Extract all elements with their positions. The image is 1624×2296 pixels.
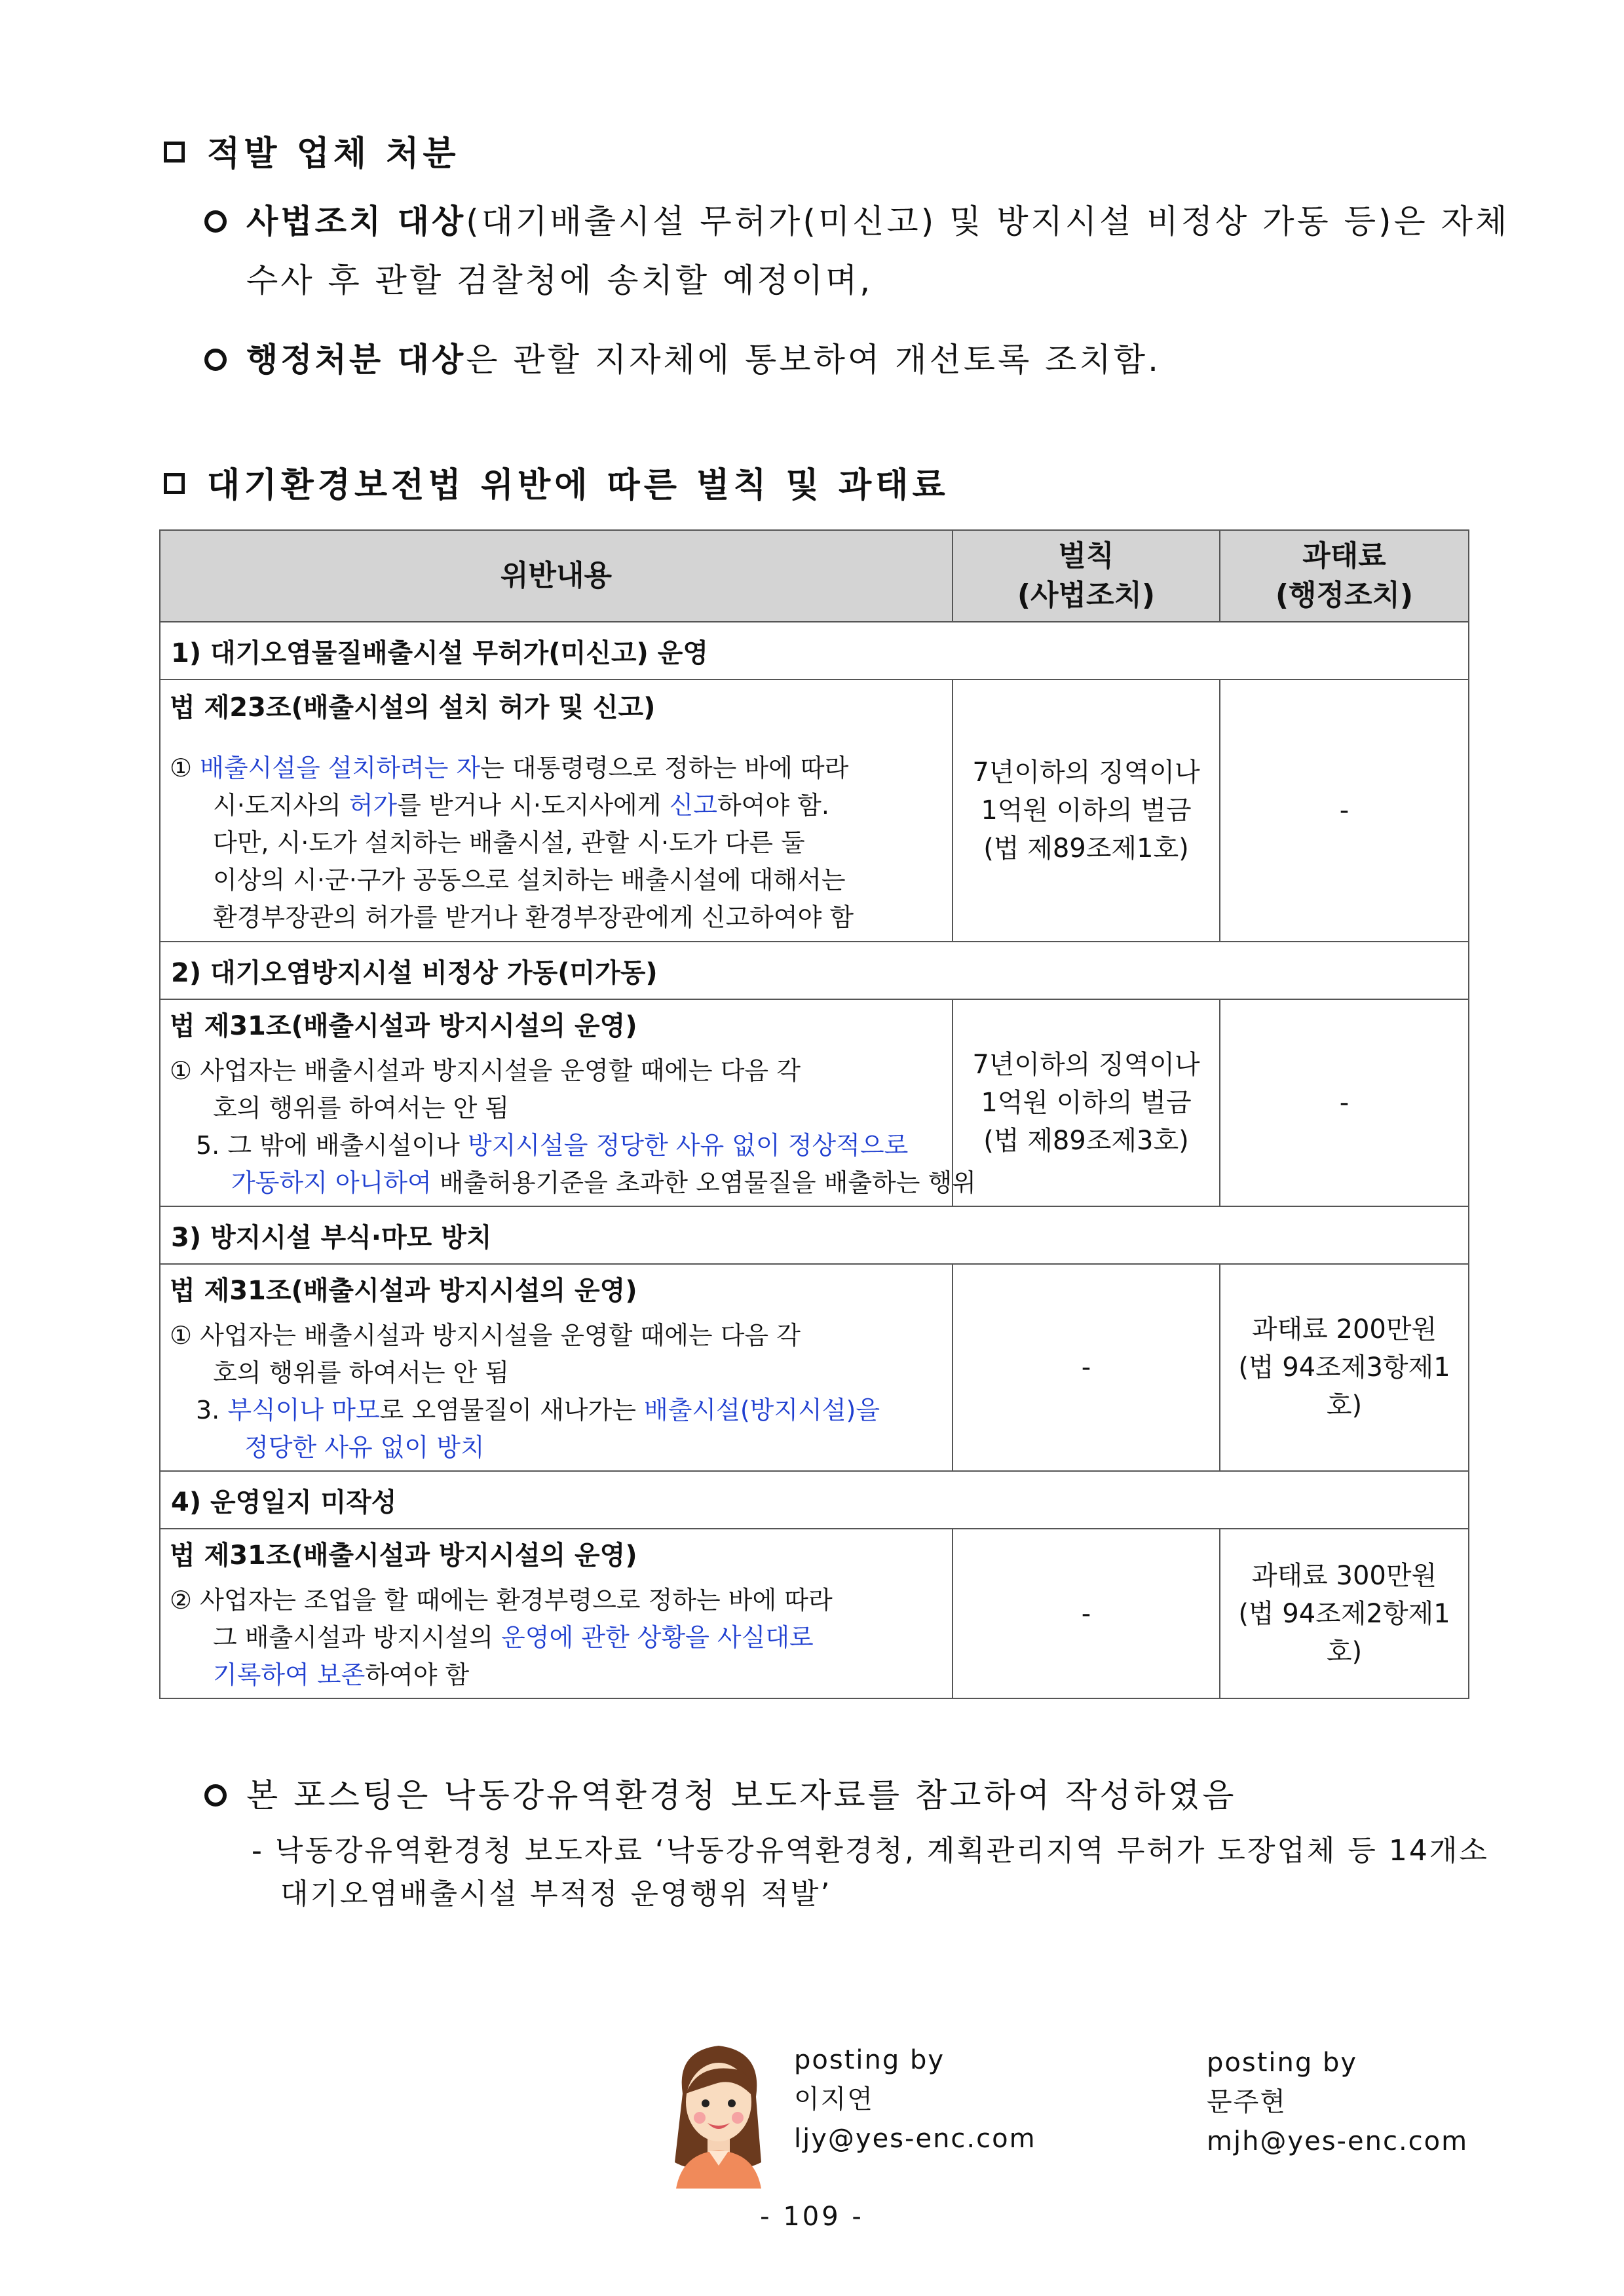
clause-text: 정당한 사유 없이 방치 [244,1433,485,1462]
section1-item2 [204,330,1161,389]
author-2-email: mjh@yes-enc.com [1207,2126,1469,2156]
author-2 [1207,2043,1468,2161]
clause-text: 3. [196,1396,228,1425]
clause-text: 신고 [669,790,717,820]
fine-cell [1220,679,1469,942]
circle-bullet-icon [204,349,227,371]
fine-line: (법 94조제2항제1호) [1238,1598,1450,1667]
clause-text: 배출시설을 설치하려는 자 [200,753,481,782]
section1-title: 적발 업체 처분 [207,134,460,174]
section2-heading [164,457,949,507]
section-heading: 2) 대기오염방지시설 비정상 가동(미가동) [160,942,1469,999]
clause-text: 배출허용기준을 초과한 오염물질을 배출하는 행위 [431,1168,977,1197]
author-1-email: ljy@yes-enc.com [794,2124,1036,2154]
penalty-cell [953,999,1220,1206]
clause-text: 운영에 관한 상황을 사실대로 [501,1623,814,1652]
clause-text: ① [170,753,200,782]
violation-content [160,1529,953,1698]
clause-text: 부식이나 마모 [227,1396,380,1425]
law-article: 법 제23조(배출시설의 설치 허가 및 신고) [170,692,656,723]
penalty-line: - [1081,1598,1091,1629]
clause-text: 호의 행위를 하여서는 안 됨 [213,1094,510,1122]
section-row [160,942,1469,999]
clause-line [170,1619,943,1656]
penalty-line: (법 제89조제3호) [983,1126,1189,1156]
clause-text: 이상의 시·군·구가 공동으로 설치하는 배출시설에 대해서는 [213,865,846,894]
penalty-line: - [1081,1352,1091,1383]
clause-text: 를 받거나 시·도지사에게 [397,790,670,820]
author-2-name: 문주현 [1207,2087,1287,2117]
law-article: 법 제31조(배출시설과 방지시설의 운영) [170,1276,637,1306]
violation-content [160,999,977,1206]
penalty-cell [953,1529,1220,1698]
author-1-label: posting by [794,2045,945,2075]
table-body [160,622,1469,1698]
penalty-table [159,529,1469,1699]
section-heading: 1) 대기오염물질배출시설 무허가(미신고) 운영 [160,622,1469,679]
clause-line [170,750,943,787]
penalty-line: (법 제89조제1호) [983,833,1189,864]
clause-text: 기록하여 보존 [213,1660,366,1689]
clause-text: 방지시설을 정당한 사유 없이 정상적으로 [467,1131,909,1160]
note [204,1766,1237,1825]
penalty-cell [953,679,1220,942]
author-1-name: 이지연 [794,2084,874,2114]
fine-line: (법 94조제3항제1호) [1238,1352,1450,1421]
penalty-line: 1억원 이하의 벌금 [981,795,1192,826]
clause-text: 는 대통령령으로 정하는 바에 따라 [480,753,849,782]
checkbox-square-icon [164,473,185,494]
fine-cell [1220,999,1469,1206]
clause-line [170,1429,943,1466]
clause-line [170,862,943,899]
fine-line: 과태료 200만원 [1251,1314,1437,1345]
circle-bullet-icon [204,210,227,233]
fine-cell [1220,1264,1469,1471]
clause-text: 가동하지 아니하여 [231,1168,432,1197]
section1-heading [164,126,460,175]
clause-line [170,1582,943,1619]
clause-line [170,1317,943,1354]
clause-line [170,1656,943,1694]
fine-line: - [1339,1088,1350,1118]
violation-content [160,679,953,942]
clause-text: 시·도지사의 [213,790,349,820]
section-heading: 3) 방지시설 부식·마모 방치 [160,1206,1469,1264]
section-row [160,622,1469,679]
note-text: 본 포스팅은 낙동강유역환경청 보도자료를 참고하여 작성하였음 [246,1776,1237,1814]
note-sub [252,1829,1489,1916]
page-number: - 109 - [760,2202,864,2232]
clause-text: 환경부장관의 허가를 받거나 환경부장관에게 신고하여야 함 [213,902,854,932]
clause-text: 다만, 시·도가 설치하는 배출시설, 관할 시·도가 다른 둘 [213,828,805,857]
header-violation: 위반내용 [160,530,953,622]
clause-line [170,824,943,862]
author-avatar [663,2031,774,2189]
penalty-line: 1억원 이하의 벌금 [981,1088,1192,1118]
law-article: 법 제31조(배출시설과 방지시설의 운영) [170,1540,637,1571]
section2-title: 대기환경보전법 위반에 따른 벌칙 및 과태료 [207,466,949,505]
clause-text: 하여야 함. [717,790,829,820]
clause-text: 그 배출시설과 방지시설의 [213,1623,502,1652]
clause-text: 로 오염물질이 새나가는 [379,1396,644,1425]
table-row [160,999,1469,1206]
header-penalty: 벌칙 (사법조치) [953,530,1220,622]
fine-cell [1220,1529,1469,1698]
law-article: 법 제31조(배출시설과 방지시설의 운영) [170,1011,637,1041]
item2-bold: 행정처분 대상 [246,341,466,379]
clause-text: 하여야 함 [365,1660,470,1689]
clause-line [170,1392,943,1429]
circle-bullet-icon [204,1784,227,1807]
clause-line [170,899,943,936]
item1-rest: (대기배출시설 무허가(미신고) 및 방지시설 비정상 가동 등)은 자체 [466,202,1510,240]
violation-content [160,1264,953,1471]
item1-line2: 수사 후 관할 검찰청에 송치할 예정이며, [246,261,873,299]
section1-item1 [204,192,1510,310]
table-row [160,679,1469,942]
clause-text: 호의 행위를 하여서는 안 됨 [213,1358,510,1387]
clause-text: 배출시설(방지시설)을 [644,1396,880,1425]
clause-line [170,1052,943,1090]
item1-bold: 사법조치 대상 [246,202,466,240]
item2-rest: 은 관할 지자체에 통보하여 개선토록 조치함. [466,341,1161,379]
table-row [160,1529,1469,1698]
clause-text: ① 사업자는 배출시설과 방지시설을 운영할 때에는 다음 각 [170,1056,801,1085]
clause-text: ② 사업자는 조업을 할 때에는 환경부령으로 정하는 바에 따라 [170,1586,833,1615]
clause-line [170,787,943,824]
penalty-cell [953,1264,1220,1471]
note-sub-line2: 대기오염배출시설 부적정 운영행위 적발’ [280,1877,832,1911]
clause-line [170,1127,943,1164]
author-2-label: posting by [1207,2048,1358,2078]
clause-text: ① 사업자는 배출시설과 방지시설을 운영할 때에는 다음 각 [170,1321,801,1350]
fine-line: - [1339,795,1350,826]
clause-line [170,1164,977,1202]
table-header-row [160,530,1469,622]
clause-text: 허가 [349,790,398,820]
section-heading: 4) 운영일지 미작성 [160,1471,1469,1529]
author-1 [794,2040,1036,2158]
clause-line [170,1090,943,1127]
penalty-line: 7년이하의 징역이나 [972,757,1200,788]
table-row [160,1264,1469,1471]
penalty-line: 7년이하의 징역이나 [972,1050,1200,1080]
fine-line: 과태료 300만원 [1251,1560,1437,1591]
clause-text: 5. 그 밖에 배출시설이나 [196,1131,468,1160]
section-row [160,1471,1469,1529]
header-fine: 과태료 (행정조치) [1220,530,1469,622]
note-sub-line1: - 낙동강유역환경청 보도자료 ‘낙동강유역환경청, 계획관리지역 무허가 도장업체 등 14개소 [252,1834,1489,1867]
clause-line [170,1354,943,1392]
checkbox-square-icon [164,142,185,163]
section-row [160,1206,1469,1264]
